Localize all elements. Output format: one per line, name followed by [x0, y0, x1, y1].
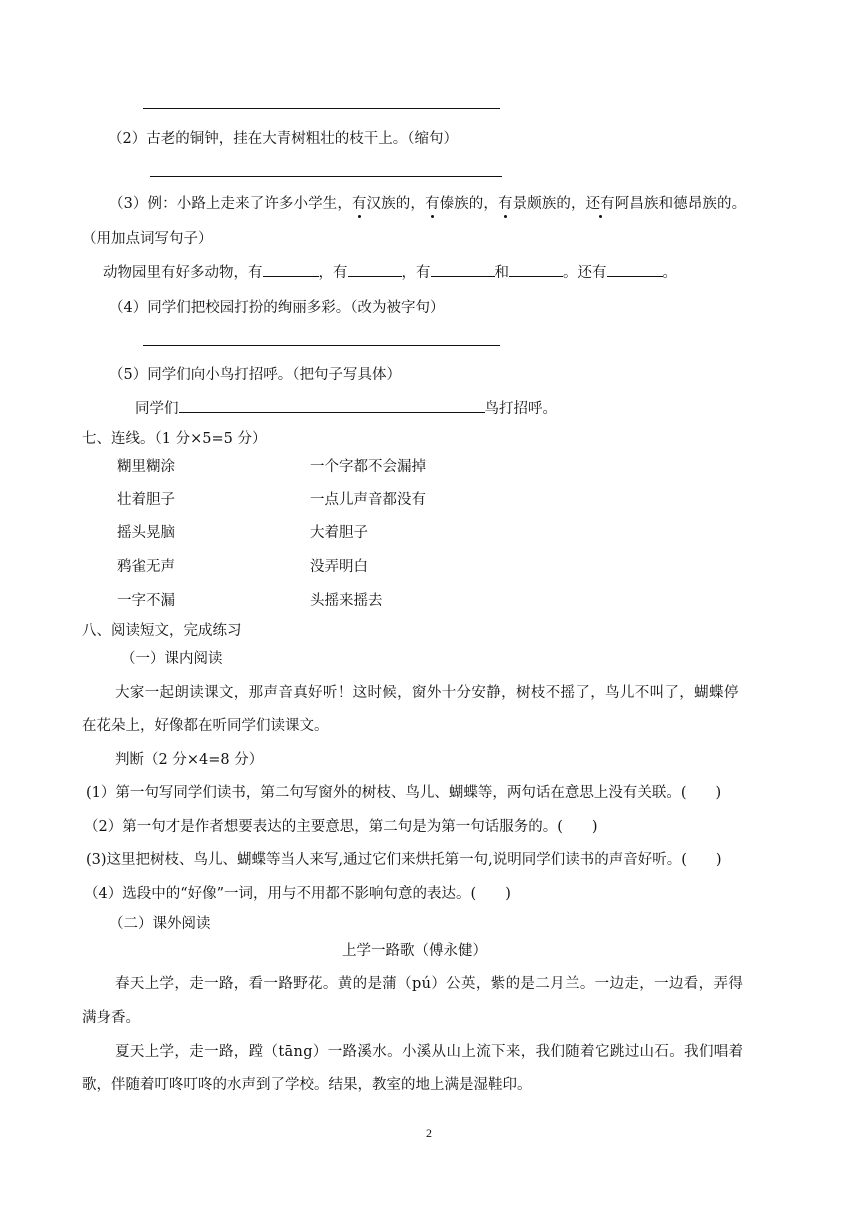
- match-right-3[interactable]: 大着胆子: [310, 525, 368, 541]
- passage-2-p2-line-2: 歌，伴随着叮咚叮咚的水声到了学校。结果，教室的地上满是湿鞋印。: [82, 1077, 532, 1093]
- passage-1-line-2: 在花朵上，好像都在听同学们读课文。: [82, 718, 329, 734]
- section-7-title: 七、连线。（1 分×5=5 分）: [82, 431, 267, 447]
- subsection-in-class-reading: （一）课内阅读: [121, 651, 223, 667]
- match-left-3[interactable]: 摇头晃脑: [117, 525, 175, 541]
- emphasis-word-4: 还有: [586, 192, 615, 213]
- match-right-2[interactable]: 一点儿声音都没有: [310, 492, 426, 508]
- subsection-extracurricular-reading: （二）课外阅读: [109, 916, 211, 932]
- passage-2-p1-line-2: 满身香。: [82, 1010, 140, 1026]
- fill-text-1: 动物园里有好多动物，有: [103, 265, 263, 281]
- fill-text-3: ，有: [401, 265, 431, 281]
- fill-blank-4[interactable]: [509, 262, 563, 278]
- judge-item-2[interactable]: （2）第一句才是作者想要表达的主要意思，第二句是为第一句话服务的。( ): [84, 819, 598, 835]
- q3-part5: 阿昌族和德昂族的。: [614, 196, 747, 212]
- page-number: 2: [426, 1126, 432, 1140]
- passage-2-p1-line-1: 春天上学，走一路，看一路野花。黄的是蒲（pú）公英，紫的是二月兰。一边走，一边看，弄得: [115, 976, 744, 992]
- q3-part3: 傣族的，: [439, 196, 498, 212]
- q5-suffix: 鸟打招呼。: [484, 401, 557, 417]
- question-3: [109, 192, 746, 213]
- match-right-4[interactable]: 没弄明白: [310, 559, 368, 575]
- judge-item-3[interactable]: (3)这里把树枝、鸟儿、蝴蝶等当人来写,通过它们来烘托第一句,说明同学们读书的声音好听。( ): [86, 852, 722, 868]
- question-2: （2）古老的铜钟，挂在大青树粗壮的枝干上。（缩句）: [108, 131, 458, 147]
- answer-line-q4[interactable]: [143, 345, 500, 346]
- fill-text-2: ，有: [318, 265, 348, 281]
- question-5-fill: [135, 397, 557, 418]
- q5-blank[interactable]: [179, 398, 485, 414]
- emphasis-word-3: 有: [498, 192, 513, 213]
- passage-2-title: 上学一路歌（傅永健）: [342, 943, 487, 959]
- fill-blank-1[interactable]: [263, 262, 319, 278]
- judge-item-4[interactable]: （4）选段中的“好像”一词，用与不用都不影响句意的表达。( ): [84, 886, 511, 902]
- question-3-fill-sentence: [103, 261, 677, 282]
- match-left-4[interactable]: 鸦雀无声: [117, 559, 175, 575]
- passage-1-line-1: 大家一起朗读课文，那声音真好听！这时候，窗外十分安静，树枝不摇了，鸟儿不叫了，蝴蝶停: [115, 685, 739, 701]
- match-right-1[interactable]: 一个字都不会漏掉: [310, 459, 426, 475]
- match-left-2[interactable]: 壮着胆子: [117, 492, 175, 508]
- passage-2-p2-line-1: 夏天上学，走一路，蹚（tāng）一路溪水。小溪从山上流下来，我们随着它跳过山石。我们唱着: [115, 1044, 744, 1060]
- judge-item-1[interactable]: (1）第一句写同学们读书，第二句写窗外的树枝、鸟儿、蝴蝶等，两句话在意思上没有关联。( ): [86, 785, 722, 801]
- q3-part4: 景颇族的，: [512, 196, 586, 212]
- fill-blank-2[interactable]: [348, 262, 402, 278]
- question-3-hint: （用加点词写句子）: [82, 231, 213, 247]
- q3-part1: （3）例：小路上走来了许多小学生，: [109, 196, 352, 212]
- emphasis-word-2: 有: [425, 192, 440, 213]
- fill-blank-3[interactable]: [431, 262, 495, 278]
- emphasis-word-1: 有: [352, 192, 367, 213]
- match-left-1[interactable]: 糊里糊涂: [117, 459, 175, 475]
- fill-text-5: 。还有: [563, 265, 607, 281]
- fill-text-6: 。: [662, 265, 677, 281]
- q5-prefix: 同学们: [135, 401, 179, 417]
- fill-blank-5[interactable]: [607, 262, 663, 278]
- section-8-title: 八、阅读短文，完成练习: [82, 623, 242, 639]
- match-right-5[interactable]: 头摇来摇去: [310, 593, 383, 609]
- answer-line-q1[interactable]: [143, 108, 500, 109]
- answer-line-q2[interactable]: [150, 176, 502, 177]
- judge-title: 判断（2 分×4=8 分）: [115, 752, 264, 768]
- q3-part2: 汉族的，: [366, 196, 425, 212]
- fill-text-4: 和: [494, 265, 509, 281]
- question-5: （5）同学们向小鸟打招呼。（把句子写具体）: [109, 367, 401, 383]
- match-left-5[interactable]: 一字不漏: [117, 593, 175, 609]
- question-4: （4）同学们把校园打扮的绚丽多彩。（改为被字句）: [109, 300, 445, 316]
